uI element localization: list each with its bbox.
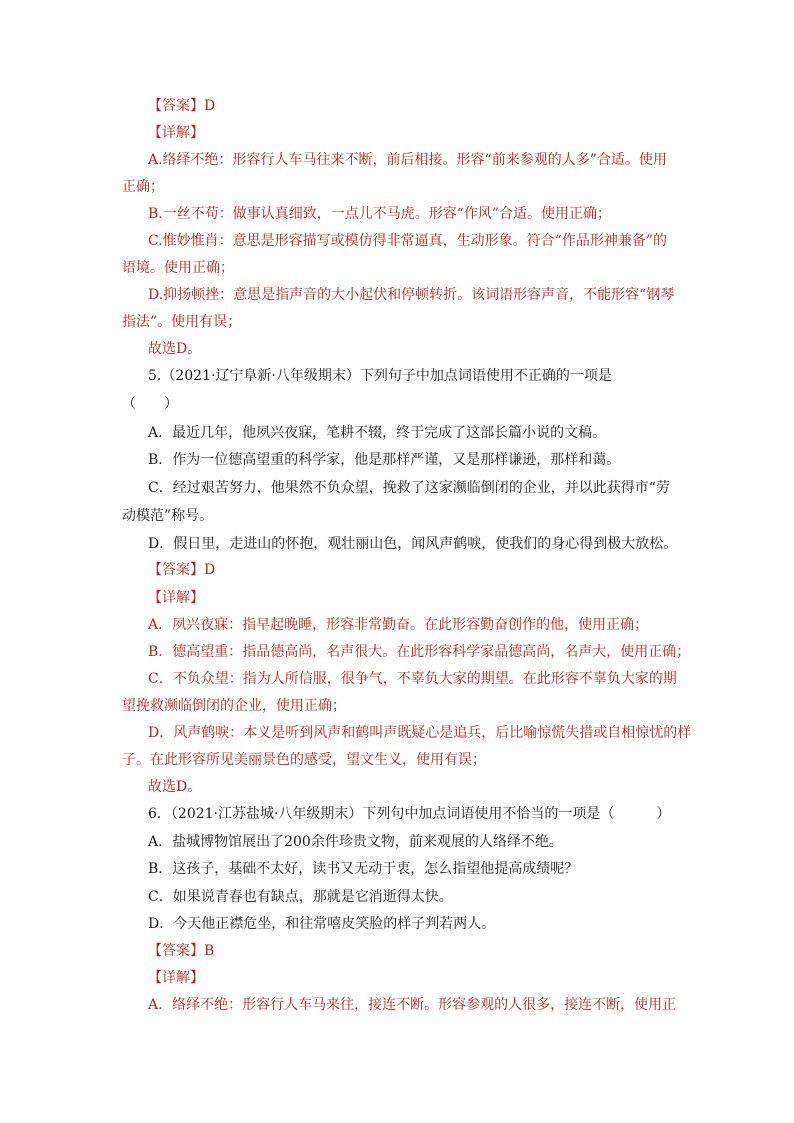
- text-line: B．作为一位德高望重的科学家，他是那样严谨，又是那样谦逊，那样和蔼。: [148, 452, 621, 468]
- text-line: A．络绎不绝：形容行人车马来往，接连不断。形容参观的人很多，接连不断，使用正: [148, 997, 677, 1013]
- text-line: 望挽救濒临倒闭的企业，使用正确；: [122, 698, 346, 714]
- text-line: 动模范”称号。: [122, 508, 214, 524]
- text-line: B.一丝不苟：做事认真细致，一点儿不马虎。形容“作风”合适。使用正确；: [148, 206, 612, 222]
- text-line: D．今天他正襟危坐，和往常嘻皮笑脸的样子判若两人。: [148, 916, 496, 932]
- text-line: 正确；: [122, 179, 164, 195]
- text-line: A．最近几年，他夙兴夜寐，笔耕不辍，终于完成了这部长篇小说的文稿。: [148, 425, 607, 441]
- text-line: 5.（2021·辽宁阜新·八年级期末）下列句子中加点词语使用不正确的一项是: [148, 368, 612, 384]
- text-line: B．这孩子，基础不太好，读书又无动于衷，怎么指望他提高成绩呢？: [148, 861, 579, 877]
- text-line: B．德高望重：指品德高尚，名声很大。在此形容科学家品德高尚，名声大，使用正确；: [148, 644, 691, 660]
- text-line: 故选D。: [148, 341, 202, 357]
- text-line: （ ）: [122, 396, 178, 412]
- text-line: C.惟妙惟肖：意思是形容描写或模仿得非常逼真，生动形象。符合“作品形神兼备”的: [148, 233, 667, 249]
- text-line: A．夙兴夜寐：指早起晚睡，形容非常勤奋。在此形容勤奋创作的他，使用正确；: [148, 617, 649, 633]
- text-line: D．风声鹤唳：本义是听到风声和鹤叫声既疑心是追兵，后比喻惊慌失措或自相惊忧的样: [148, 725, 692, 741]
- text-line: C．经过艰苦努力，他果然不负众望，挽救了这家濒临倒闭的企业，并以此获得市“劳: [148, 480, 670, 496]
- text-line: A.络绎不绝：形容行人车马往来不断，前后相接。形容“前来参观的人多”合适。使用: [148, 152, 667, 168]
- text-line: 6．（2021·江苏盐城·八年级期末）下列句中加点词语使用不恰当的一项是（ ）: [148, 806, 671, 822]
- text-line: 指法”。使用有误；: [122, 314, 242, 330]
- text-line: C．如果说青春也有缺点，那就是它消逝得太快。: [148, 889, 453, 905]
- text-line: 【答案】D: [148, 562, 216, 578]
- text-line: C．不负众望：指为人所信服，很争气，不辜负大家的期望。在此形容不辜负大家的期: [148, 671, 677, 687]
- text-line: 【答案】D: [148, 98, 216, 114]
- text-line: D．假日里，走进山的怀抱，观壮丽山色，闻风声鹤唳，使我们的身心得到极大放松。: [148, 536, 678, 552]
- text-line: 【答案】B: [148, 943, 215, 959]
- text-line: 语境。使用正确；: [122, 260, 234, 276]
- text-line: 【详解】: [148, 970, 204, 986]
- text-line: A．盐城博物馆展出了200余件珍贵文物，前来观展的人络绎不绝。: [148, 834, 563, 850]
- text-line: 故选D。: [148, 779, 202, 795]
- text-line: 【详解】: [148, 125, 204, 141]
- text-line: 子。在此形容所见美丽景色的感受，望文生义，使用有误；: [122, 752, 486, 768]
- text-line: D.抑扬顿挫：意思是指声音的大小起伏和停顿转折。该词语形容声音，不能形容“钢琴: [148, 287, 675, 303]
- text-line: 【详解】: [148, 590, 204, 606]
